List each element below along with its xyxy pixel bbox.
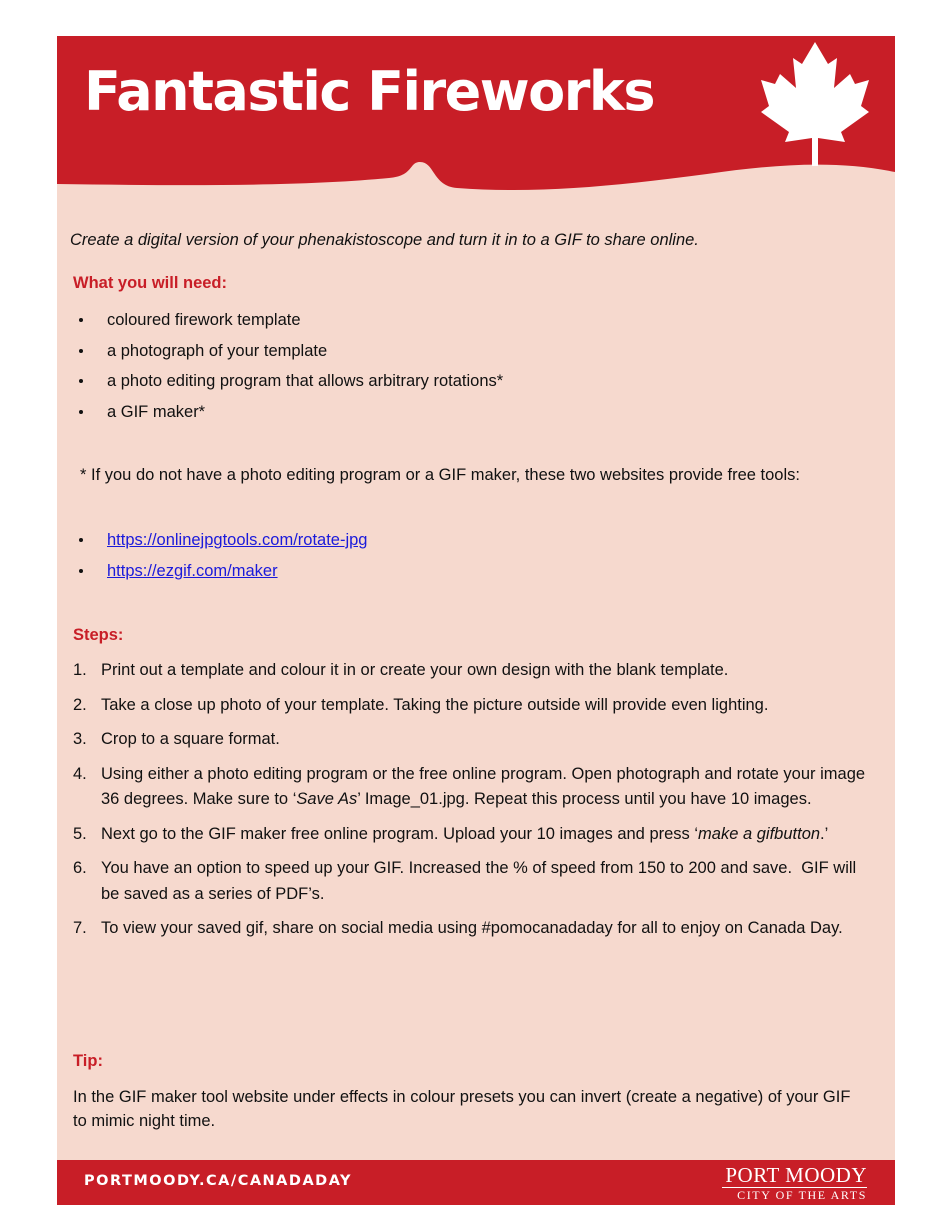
list-item: a photograph of your template [73, 340, 873, 371]
step-item: 7. To view your saved gif, share on social media using #pomocanadaday for all to enjoy on Canada Day. [73, 919, 843, 937]
bullet-icon [79, 569, 83, 573]
step-item: 6. You have an option to speed up your GIF. Increased the % of speed from 150 to 200 and save. GIF will be saved as a series of PDF’s. [73, 859, 857, 903]
needs-list [73, 309, 873, 431]
brand-tagline: CITY OF THE ARTS [737, 1188, 867, 1202]
link-gif-maker[interactable]: https://ezgif.com/maker [107, 561, 278, 580]
step-item: 2. Take a close up photo of your template. Taking the picture outside will provide even lighting. [73, 695, 769, 714]
bullet-icon [79, 349, 83, 353]
step-item: 4. Using either a photo editing program or the free online program. Open photograph and rotate your image 36 degrees. Make sure to ‘Save As’ Image_01.jpg. Repeat this process until you have 10 images. [73, 764, 866, 808]
list-item [73, 529, 873, 560]
steps-heading: Steps: [73, 626, 124, 644]
bullet-icon [79, 410, 83, 414]
bullet-icon [79, 379, 83, 383]
tool-links-list [73, 529, 873, 590]
list-item: coloured firework template [73, 309, 873, 340]
steps-list [73, 658, 873, 951]
footnote-text: * If you do not have a photo editing program or a GIF maker, these two websites provide free tools: [80, 466, 800, 484]
brand-logo-name: PORT MOODY [725, 1163, 867, 1187]
list-item [73, 560, 873, 591]
page-title: Fantastic Fireworks [84, 60, 654, 123]
list-item: a photo editing program that allows arbitrary rotations* [73, 370, 873, 401]
footer-bar [57, 1160, 895, 1205]
bullet-icon [79, 538, 83, 542]
step-item: 1. Print out a template and colour it in or create your own design with the blank template. [73, 661, 729, 679]
step-item: 3. Crop to a square format. [73, 730, 280, 748]
footer-url: PORTMOODY.CA/CANADADAY [84, 1173, 353, 1189]
link-rotate-jpg[interactable]: https://onlinejpgtools.com/rotate-jpg [107, 531, 368, 549]
tip-heading: Tip: [73, 1052, 103, 1070]
needs-heading: What you will need: [73, 274, 228, 292]
tip-text: In the GIF maker tool website under effects in colour presets you can invert (create a negative) of your GIF to mimic night time. [73, 1088, 851, 1130]
intro-text: Create a digital version of your phenakistoscope and turn it in to a GIF to share online. [70, 230, 699, 249]
bullet-icon [79, 318, 83, 322]
flyer-card [57, 36, 895, 1205]
list-item: a GIF maker* [73, 401, 873, 432]
maple-leaf-icon [759, 40, 871, 166]
step-item: 5. Next go to the GIF maker free online program. Upload your 10 images and press ‘make a gifbutton.’ [73, 824, 829, 843]
